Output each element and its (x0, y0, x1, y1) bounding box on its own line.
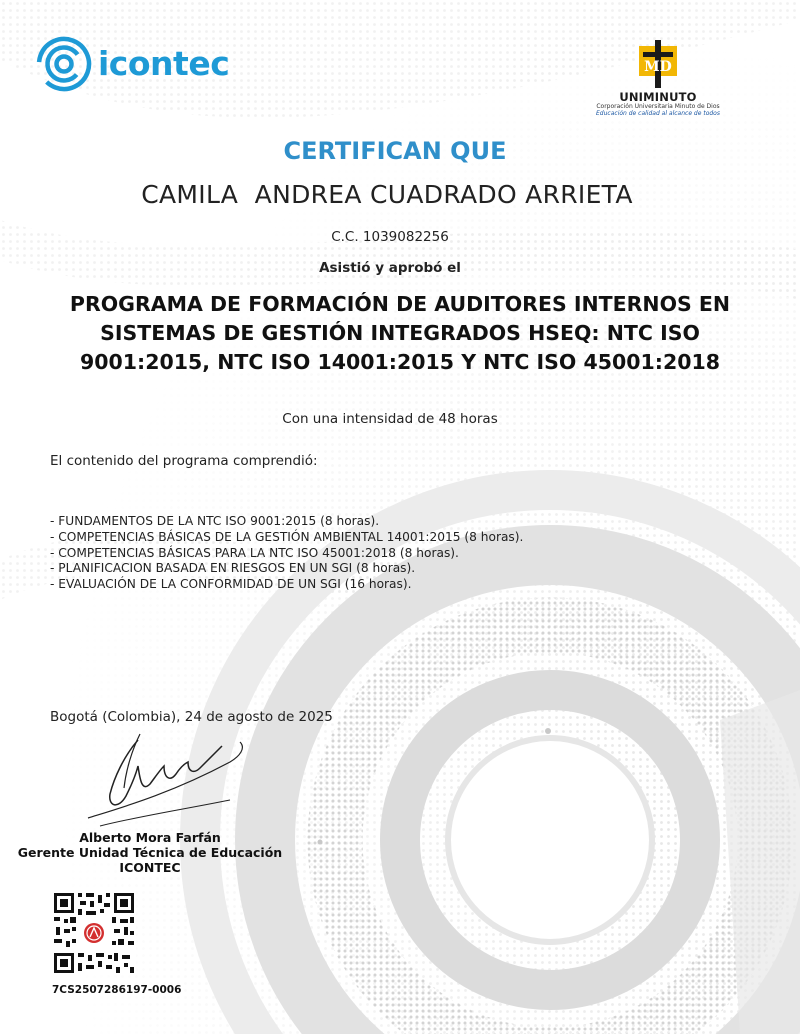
uniminuto-logo (588, 40, 728, 120)
uniminuto-slogan: Educación de calidad al alcance de todos (596, 110, 720, 117)
recipient-id-number: C.C. 1039082256 (331, 229, 449, 245)
module-item: - FUNDAMENTOS DE LA NTC ISO 9001:2015 (8 horas). (50, 514, 380, 528)
module-item: - COMPETENCIAS BÁSICAS PARA LA NTC ISO 45001:2018 (8 horas). (50, 545, 459, 560)
verification-code: 7CS2507286197-0006 (52, 984, 182, 996)
verification-qr-code (52, 891, 136, 975)
program-title-line: 9001:2015, NTC ISO 14001:2015 Y NTC ISO 45001:2018 (79, 350, 721, 374)
signer-name: Alberto Mora Farfán (79, 830, 221, 845)
module-item: - COMPETENCIAS BÁSICAS DE LA GESTIÓN AMBIENTAL 14001:2015 (8 horas). (50, 529, 524, 544)
icontec-wordmark: icontec (98, 44, 230, 83)
attended-text: Asistió y aprobó el (319, 260, 461, 276)
uniminuto-full-name: Corporación Universitaria Minuto de Dios (596, 103, 720, 110)
program-title-line: PROGRAMA DE FORMACIÓN DE AUDITORES INTERNOS EN (69, 292, 731, 316)
icontec-logo (36, 36, 236, 92)
signer-block (0, 830, 300, 875)
content-intro: El contenido del programa comprendió: (50, 453, 318, 469)
signer-title: Gerente Unidad Técnica de Educación ICONTEC (17, 845, 283, 875)
place-date: Bogotá (Colombia), 24 de agosto de 2025 (50, 709, 333, 725)
uniminuto-emblem-letters: MD (644, 59, 672, 75)
program-intensity: Con una intensidad de 48 horas (282, 411, 498, 427)
program-title (20, 290, 780, 377)
module-item: - EVALUACIÓN DE LA CONFORMIDAD DE UN SGI (16 horas). (50, 577, 412, 592)
module-list (50, 514, 523, 593)
uniminuto-name: UNIMINUTO (619, 90, 697, 104)
handwritten-signature (80, 722, 250, 832)
icontec-emblem-icon (36, 36, 92, 92)
certificate-heading: CERTIFICAN QUE (283, 137, 507, 165)
module-item: - PLANIFICACION BASADA EN RIESGOS EN UN SGI (8 horas). (50, 561, 416, 576)
uniminuto-emblem-icon (635, 40, 681, 88)
recipient-name: CAMILA ANDREA CUADRADO ARRIETA (141, 180, 633, 209)
program-title-line: SISTEMAS DE GESTIÓN INTEGRADOS HSEQ: NTC ISO (100, 321, 700, 345)
